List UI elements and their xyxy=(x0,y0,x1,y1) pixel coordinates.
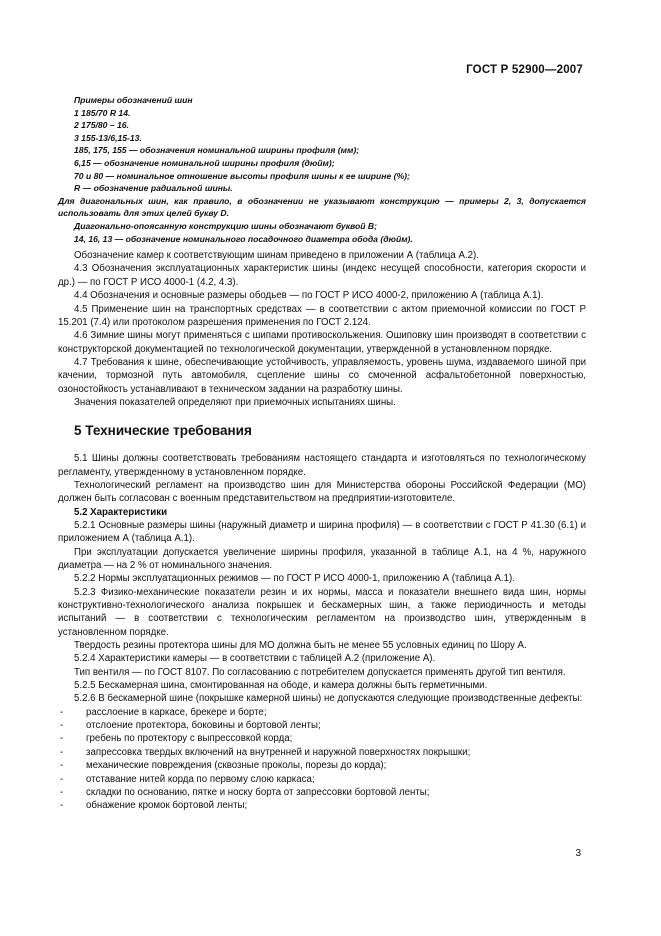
page-number: 3 xyxy=(575,848,581,859)
examples-title: Примеры обозначений шин xyxy=(74,95,193,105)
subsection-heading: 5.2 Характеристики xyxy=(74,506,168,518)
example-line: R — обозначение радиальной шины. xyxy=(74,183,233,194)
example-line: 3 155-13/6,15-13. xyxy=(74,132,142,143)
paragraph: 5.1 Шины должны соответствовать требованиям настоящего стандарта и изготовляться по технологическому регламенту, утвержденному в установленном порядке. xyxy=(58,453,586,478)
paragraph: 5.2.3 Физико-механические показатели резин и их нормы, масса и показатели внешнего вида шин, нормы конструктивно-технологического анализа покрышек и бескамерных шин, а также периодичность и методы испытаний — в соответствии с технологическим регламентом на производство шин, утвержденным в установленном порядке. xyxy=(58,586,586,638)
list-item: - расслоение в каркасе, брекере и борте; xyxy=(60,706,267,718)
paragraph: Тип вентиля — по ГОСТ 8107. По согласованию с потребителем допускается применять другой тип вентиля. xyxy=(74,666,566,678)
example-line: Диагонально-опоясанную конструкцию шины обозначают буквой В; xyxy=(74,220,377,231)
paragraph: 5.2.6 В бескамерной шине (покрышке камерной шины) не допускаются следующие производственные дефекты: xyxy=(74,693,583,705)
paragraph: 5.2.2 Нормы эксплуатационных режимов — по ГОСТ Р ИСО 4000-1, приложению А (таблица А.1). xyxy=(74,573,515,585)
example-line: 2 175/80 – 16. xyxy=(74,120,129,131)
paragraph: 4.3 Обозначения эксплуатационных характеристик шины (индекс несущей способности, категория скорости и др.) — по ГОСТ Р ИСО 4000-1 (4.2, 4.3). xyxy=(58,263,586,288)
paragraph: При эксплуатации допускается увеличение ширины профиля, указанной в таблице А.1, на 4 %, наружного диаметра — на 2 % от номинального значения. xyxy=(58,546,586,571)
list-item: - механические повреждения (сквозные проколы, порезы до корда); xyxy=(60,760,387,772)
page-content xyxy=(58,94,586,813)
document-id-header: ГОСТ Р 52900—2007 xyxy=(466,64,583,76)
list-item: - складки по основанию, пятке и носку борта от запрессовки бортовой ленты; xyxy=(60,786,430,798)
list-item: - гребень по протектору с выпрессовкой корда; xyxy=(60,733,293,745)
example-line: 14, 16, 13 — обозначение номинального посадочного диаметра обода (дюйм). xyxy=(74,233,413,244)
example-line: 185, 175, 155 — обозначения номинальной ширины профиля (мм); xyxy=(74,145,360,156)
examples-block xyxy=(58,94,586,245)
list-item: - отслоение протектора, боковины и бортовой ленты; xyxy=(60,720,321,732)
paragraph: 4.6 Зимние шины могут применяться с шипами противоскольжения. Ошиповку шин производят в соответствии с конструкторской документацией по технологической документации, утвержденной в установленном порядке. xyxy=(58,330,586,355)
paragraph: 5.2.5 Бескамерная шина, смонтированная на ободе, и камера должны быть герметичными. xyxy=(74,680,488,692)
paragraph: Твердость резины протектора шины для МО должна быть не менее 55 условных единиц по Шору А. xyxy=(74,640,527,652)
paragraph: 5.2.4 Характеристики камеры — в соответствии с таблицей А.2 (приложение А). xyxy=(74,653,436,665)
paragraph: Обозначение камер к соответствующим шинам приведено в приложении А (таблица А.2). xyxy=(74,250,479,262)
defects-list xyxy=(58,706,586,813)
paragraph: 5.2.1 Основные размеры шины (наружный диаметр и ширина профиля) — в соответствии с ГОСТ Р 41.30 (6.1) и приложением А (таблица А.1). xyxy=(58,519,586,545)
paragraph: 4.5 Применение шин на транспортных средствах — в соответствии с актом приемочной комиссии по ГОСТ Р 15.201 (7.4) или протоколом разрешения применения по ГОСТ 2.124. xyxy=(58,303,586,328)
list-item: - запрессовка твердых включений на внутренней и наружной поверхностях покрышки; xyxy=(60,746,471,758)
section-heading: 5 Технические требования xyxy=(74,423,252,439)
example-line: 1 185/70 R 14. xyxy=(74,107,131,118)
example-line: 6,15 — обозначение номинальной ширины профиля (дюйм); xyxy=(74,157,335,168)
paragraph: 4.7 Требования к шине, обеспечивающие устойчивость, управляемость, уровень шума, издаваемого шиной при качении, тормозной путь автомобиля, сцепление шины со смоченной асфальтобетонной поверхностью, озоностойкость устанавливают в техническом задании на разработку шины. xyxy=(58,356,586,395)
paragraph: 4.4 Обозначения и основные размеры ободьев — по ГОСТ Р ИСО 4000-2, приложению А (таблица А.1). xyxy=(74,290,544,302)
list-item: - отставание нитей корда по первому слою каркаса; xyxy=(60,773,315,785)
paragraph: Технологический регламент на производство шин для Министерства обороны Российской Федерации (МО) должен быть согласован с военным представительством на предприятии-изготовителе. xyxy=(58,479,586,505)
example-note: Для диагональных шин, как правило, в обозначении не указывают конструкцию — примеры 2, 3, допускается использовать для этих целей букву D. xyxy=(58,195,586,219)
list-item: - обнажение кромок бортовой ленты; xyxy=(60,800,248,812)
example-line: 70 и 80 — номинальное отношение высоты профиля шины к ее ширине (%); xyxy=(74,170,410,181)
paragraph: Значения показателей определяют при приемочных испытаниях шины. xyxy=(74,396,396,408)
